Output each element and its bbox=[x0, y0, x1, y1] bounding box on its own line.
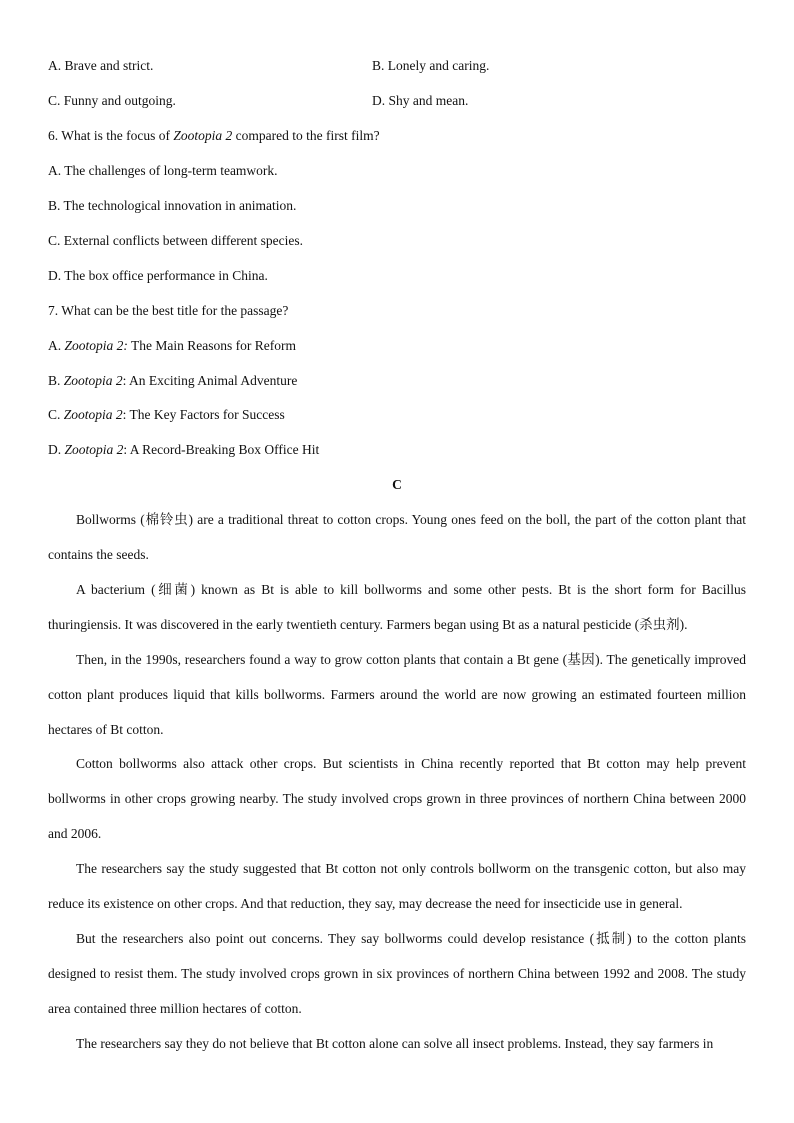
q5-option-b: B. Lonely and caring. bbox=[372, 58, 490, 73]
q6-option-d: D. The box office performance in China. bbox=[48, 268, 268, 283]
q7-option-a bbox=[48, 337, 296, 355]
passage-paragraph: Then, in the 1990s, researchers found a way to grow cotton plants that contain a Bt gene (基因). The genetically improved cotton plant produces liquid that kills bollworms. Farmers around the world are now growing an estimated fourteen million hectares of Bt cotton. bbox=[48, 652, 746, 737]
passage-paragraph: But the researchers also point out concerns. They say bollworms could develop resistance (抵制) to the cotton plants designed to resist them. The study involved crops grown in six provinces of northern China between 1992 and 2008. The study area contained three million hectares of cotton. bbox=[48, 931, 746, 1016]
q7-option-c-text: : The Key Factors for Success bbox=[122, 407, 285, 422]
q7-option-c bbox=[48, 406, 285, 424]
q6-option-a: A. The challenges of long-term teamwork. bbox=[48, 163, 278, 178]
passage-paragraph: Bollworms (棉铃虫) are a traditional threat to cotton crops. Young ones feed on the boll, the part of the cotton plant that contains the seeds. bbox=[48, 512, 746, 562]
q6-stem-suffix: compared to the first film? bbox=[232, 128, 380, 143]
q7-option-d-text: : A Record-Breaking Box Office Hit bbox=[123, 442, 320, 457]
q7-option-a-letter: A. bbox=[48, 338, 65, 353]
q7-option-c-title: Zootopia 2 bbox=[63, 407, 123, 422]
q6-stem bbox=[48, 127, 380, 145]
q6-option-c: C. External conflicts between different species. bbox=[48, 233, 304, 248]
section-heading: C bbox=[392, 477, 402, 492]
q7-option-d bbox=[48, 441, 319, 459]
q7-option-b-title: Zootopia 2 bbox=[63, 373, 123, 388]
passage-paragraph: A bacterium (细菌) known as Bt is able to kill bollworms and some other pests. Bt is the short form for Bacillus thuringiensis. It was discovered in the early twentieth century. Farmers began using Bt as a natural pesticide (杀虫剂). bbox=[48, 582, 746, 632]
passage-paragraph: The researchers say the study suggested that Bt cotton not only controls bollworm on the transgenic cotton, but also may reduce its existence on other crops. And that reduction, they say, may decrease the need for insecticide use in general. bbox=[48, 861, 746, 911]
q5-option-a: A. Brave and strict. bbox=[48, 58, 154, 73]
q7-option-c-letter: C. bbox=[48, 407, 64, 422]
q5-option-c: C. Funny and outgoing. bbox=[48, 93, 176, 108]
q7-option-d-letter: D. bbox=[48, 442, 65, 457]
passage-paragraph: The researchers say they do not believe that Bt cotton alone can solve all insect problems. Instead, they say farmers in bbox=[76, 1036, 714, 1051]
q7-stem: 7. What can be the best title for the passage? bbox=[48, 303, 289, 318]
q5-option-d: D. Shy and mean. bbox=[372, 93, 469, 108]
q6-stem-title: Zootopia 2 bbox=[173, 128, 233, 143]
q6-stem-prefix: 6. What is the focus of bbox=[48, 128, 174, 143]
q7-option-a-text: The Main Reasons for Reform bbox=[127, 338, 296, 353]
q7-option-b-text: : An Exciting Animal Adventure bbox=[122, 373, 298, 388]
q7-option-b-letter: B. bbox=[48, 373, 64, 388]
passage-paragraph: Cotton bollworms also attack other crops. But scientists in China recently reported that Bt cotton may help prevent bollworms in other crops growing nearby. The study involved crops grown in three provinces of northern China between 2000 and 2006. bbox=[48, 756, 746, 841]
q7-option-a-title: Zootopia 2: bbox=[64, 338, 128, 353]
q6-option-b: B. The technological innovation in animation. bbox=[48, 198, 297, 213]
q7-option-b bbox=[48, 372, 297, 390]
q7-option-d-title: Zootopia 2 bbox=[64, 442, 124, 457]
